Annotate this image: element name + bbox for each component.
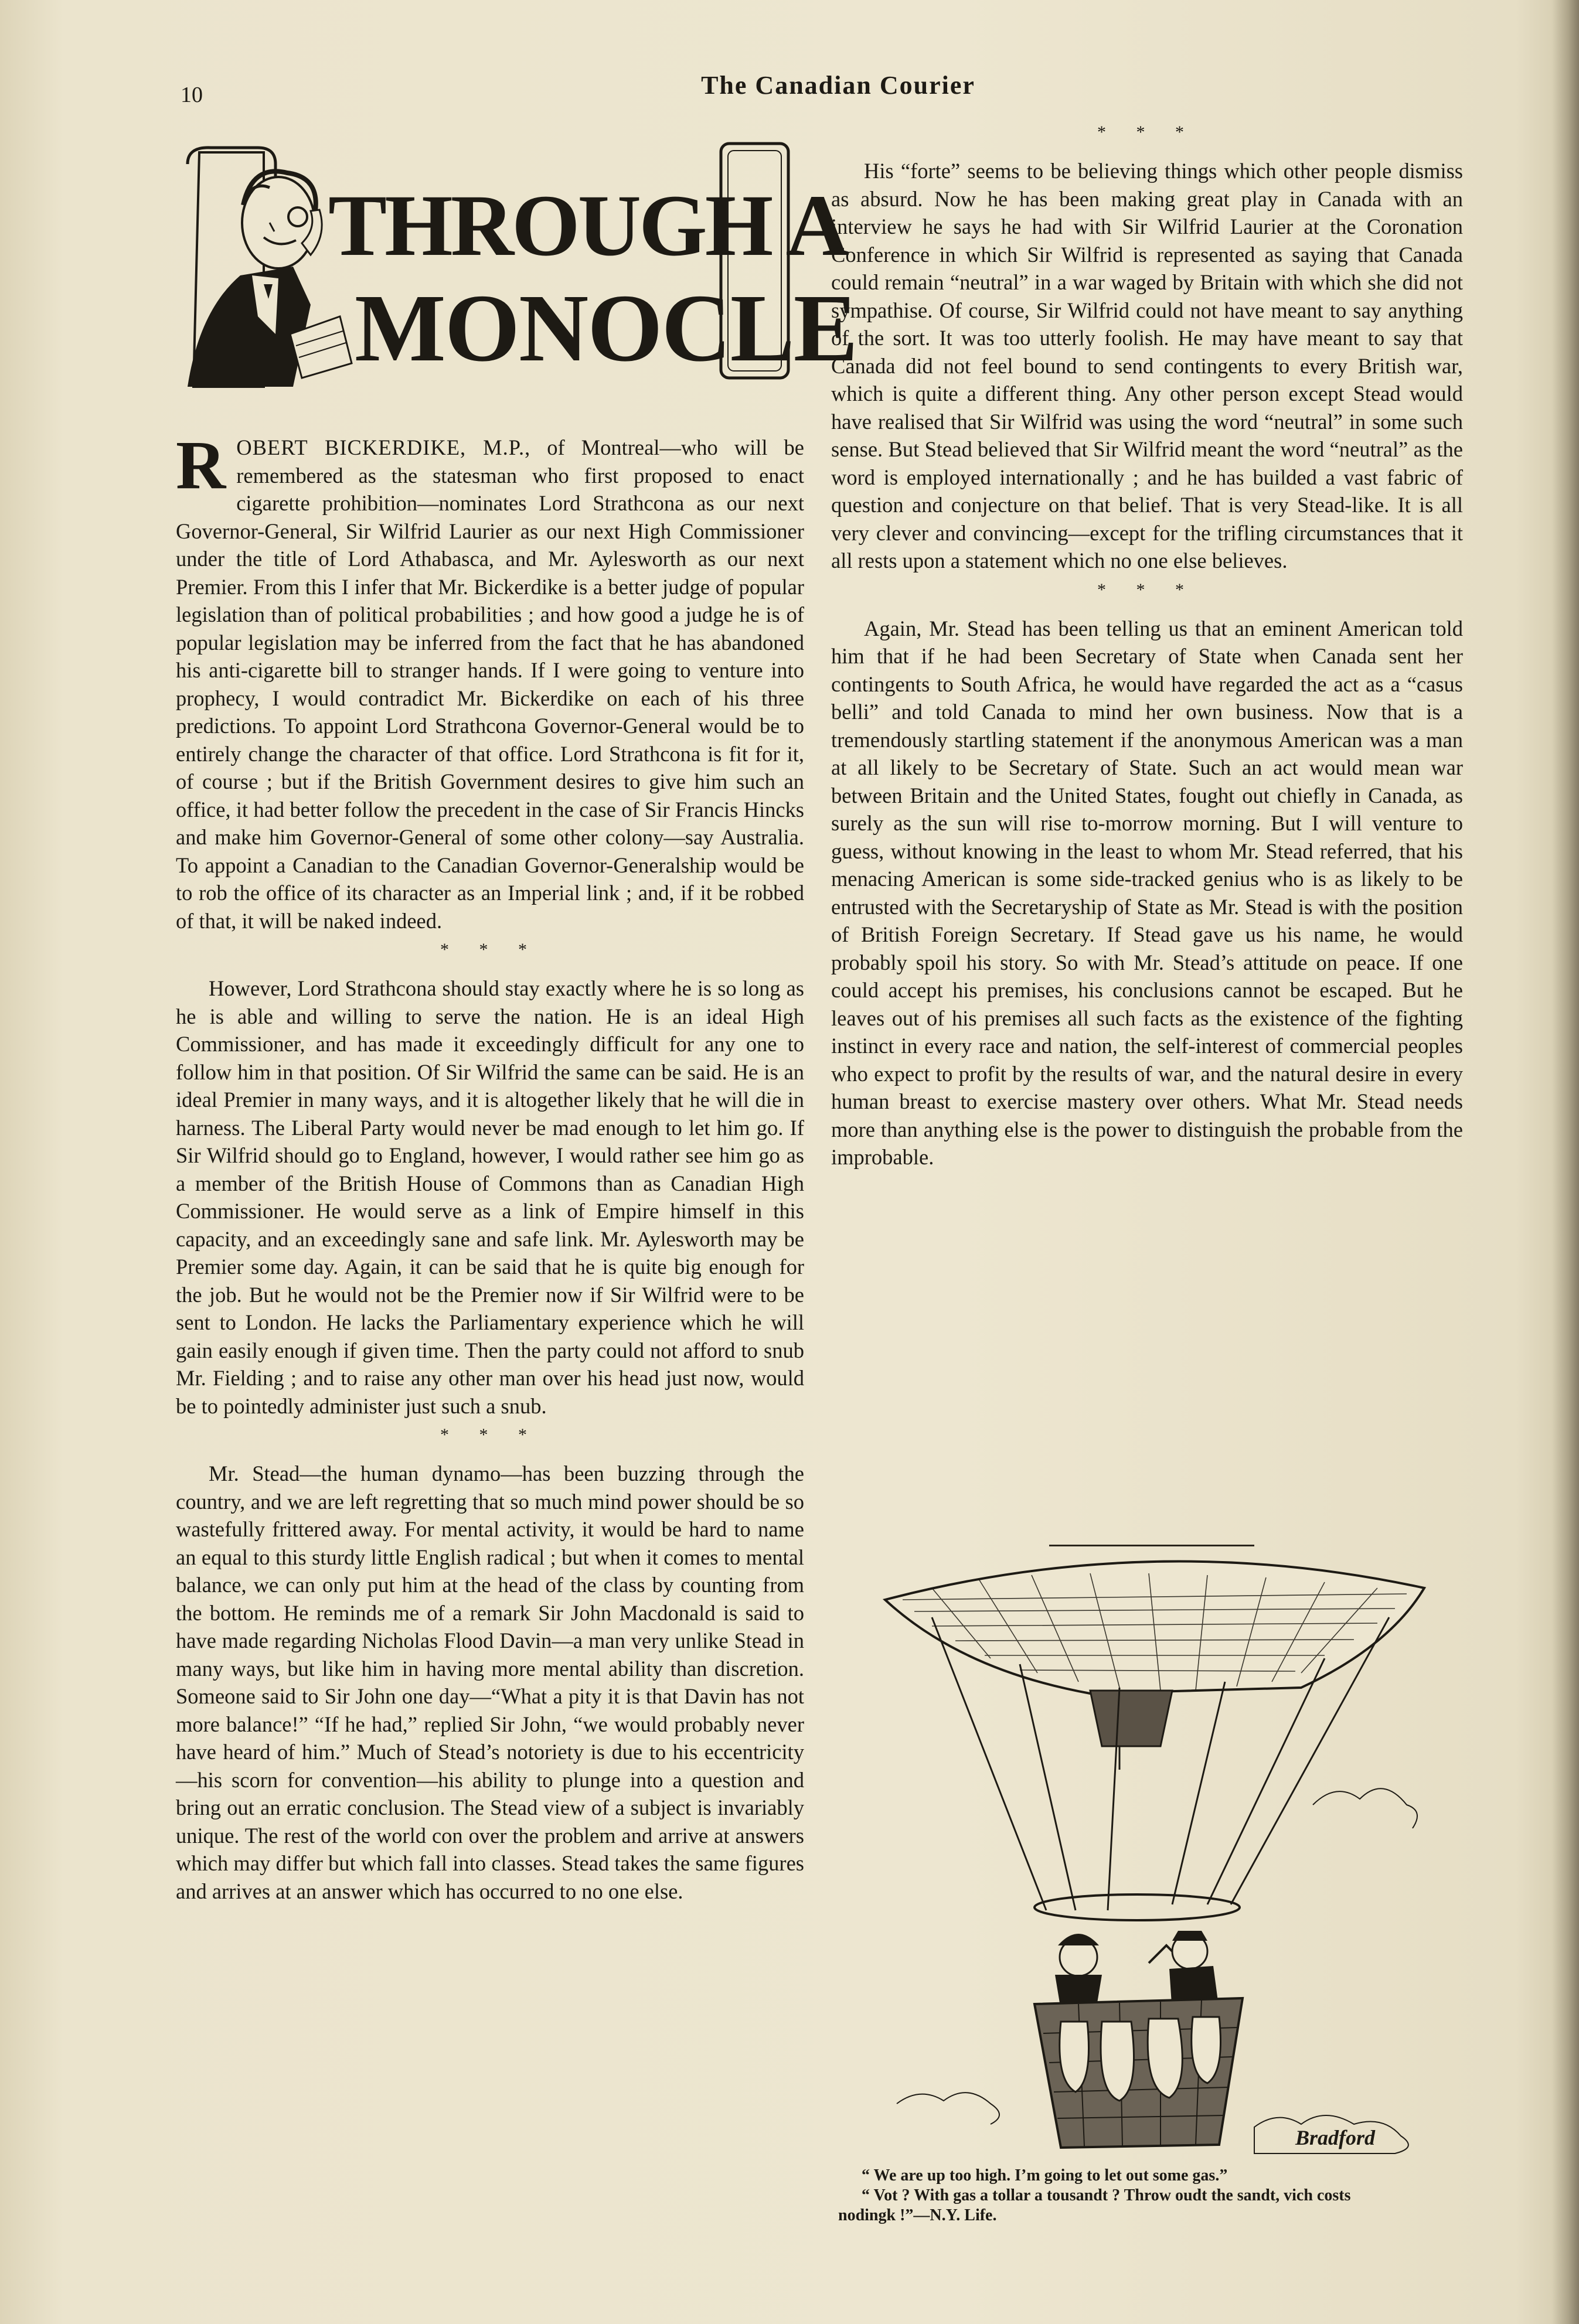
column-rule: [1049, 1545, 1254, 1546]
hot-air-balloon-cartoon: [844, 1553, 1465, 2168]
section-separator: * * *: [1097, 580, 1197, 599]
masthead-line2: MONOCLE: [355, 274, 857, 381]
page-number: 10: [181, 83, 203, 107]
masthead-line1: THROUGH A: [328, 177, 847, 274]
section-separator: * * *: [1097, 122, 1197, 142]
paragraph-1: [176, 427, 805, 935]
cartoon-caption: [838, 2166, 1477, 2226]
caption-line-2: “ Vot ? With gas a tollar a tousandt ? Throw oudt the sandt, vich costs: [862, 2186, 1351, 2204]
caption-line-3: nodingk !”—N.Y. Life.: [838, 2206, 997, 2224]
section-separator: * * *: [440, 1425, 540, 1444]
paragraph-2: However, Lord Strathcona should stay exactly where he is so long as he is able and willing to serve the nation. He is an ideal High Commissioner, and has made it exceedingly difficult for any one to follow him in that position. Of Sir Wilfrid the same can be said. He is an ideal Premier in many ways, and it is altogether likely that he will die in harness. The Liberal Party would never be mad enough to let him go. If Sir Wilfrid should go to England, however, I would rather see him go as a member of the British House of Commons than as Canadian High Commissioner. He would serve as a link of Empire himself in this capacity, and an exceedingly sane and safe link. Mr. Aylesworth may be Premier some day. Again, it can be said that he is quite big enough for the job. But he would not be the Premier now if Sir Wilfrid were to be sent to London. He lacks the Parliamentary experience which he will gain easily enough if given time. Then the party could not afford to snub Mr. Fielding ; and to raise any other man over his head just now, would be to pointedly administer just such a snub.: [176, 976, 804, 1418]
publication-title: The Canadian Courier: [701, 71, 975, 100]
balloon-cartoon: [844, 1553, 1465, 2168]
paragraph-1-text: of Montreal—who will be remembered as the statesman who first proposed to enact cigarette prohibition—nominates Lord Strathcona as our next Governor-General, Sir Wilfrid Laurier as our next High Commissioner under the title of Lord Athabasca, and Mr. Aylesworth as our next Premier. From this I infer that Mr. Bickerdike is a better judge of popular legislation than of political probabilities ; and how good a judge he is of popular legislation may be inferred from the fact that he has abandoned his anti-cigarette bill to stranger hands. If I were going to venture into prophecy, I would contradict Mr. Bickerdike on each of his three predictions. To appoint Lord Strathcona Governor-General would be to entirely change the character of that office. Lord Strathcona is fit for it, of course ; but if the British Government desires to give him such an office, it had better follow the precedent in the case of Sir Francis Hincks and make him Governor-General of some other colony—say Australia. To appoint a Canadian to the Canadian Governor-Generalship would be to rob the office of its character as an Imperial link ; and, if it be robbed of that, it will be naked indeed.: [176, 435, 805, 933]
binding-shadow: [1552, 0, 1579, 2324]
paragraph-5: Again, Mr. Stead has been telling us that an eminent American told him that if he had been Secretary of State when Canada sent her contingents to South Africa, he would have regarded the act as a “casus belli” and told Canada to mind her own business. Now that is a tremendously startling statement if the anonymous American was a man at all likely to be Secretary of State. Such an act would mean war between Britain and the United States, fought out chiefly in Canada, as surely as the sun will rise to-morrow morning. But I will venture to guess, without knowing in the least to whom Mr. Stead referred, that his menacing American is some side-tracked genius who is as likely to be entrusted with the Secretaryship of State as Mr. Stead is with the position of British Foreign Secretary. If Stead gave us his name, he would probably spoil his story. So with Mr. Stead’s attitude on peace. If one could accept his premises, his conclusions cannot be escaped. But he leaves out of his premises all such facts as the existence of the fighting instinct in every race and nation, the self-interest of commercial peoples who expect to profit by the results of war, and the natural desire in every human breast to exercise mastery over others. What Mr. Stead needs more than anything else is the power to distinguish the probable from the improbable.: [831, 616, 1463, 1169]
column-masthead: [176, 141, 857, 398]
left-column: [176, 427, 805, 1909]
right-column: [831, 121, 1463, 1175]
paragraph-3: Mr. Stead—the human dynamo—has been buzzing through the country, and we are left regretting that so much mind power should be so wastefully frittered away. For mental activity, it would be hard to name an equal to this sturdy little English radical ; but when it comes to mental balance, we can only put him at the head of the class by counting from the bottom. He reminds me of a remark Sir John Macdonald is said to have made regarding Nicholas Flood Davin—a man very unlike Stead in many ways, but like him in having more mental ability than discretion. Someone said to Sir John one day—“What a pity it is that Davin has not more balance!” “If he had,” replied Sir John, “we would probably never have heard of him.” Much of Stead’s notoriety is due to his eccentricity—his scorn for convention—his ability to plunge into a question and bring out an erratic conclusion. The Stead view of a subject is invariably unique. The rest of the world con over the problem and arrive at answers which may differ but which fall into classes. Stead takes the same figures and arrives at an answer which has occurred to no one else.: [176, 1461, 804, 1903]
artist-signature: Bradford: [1295, 2126, 1376, 2149]
caption-line-1: “ We are up too high. I’m going to let out some gas.”: [862, 2166, 1228, 2185]
lead-in: OBERT BICKERDIKE, M.P.,: [236, 435, 531, 459]
section-separator: * * *: [440, 940, 540, 959]
drop-cap: R: [176, 427, 226, 503]
monocle-gentleman-illustration: [176, 141, 857, 398]
paragraph-4: His “forte” seems to be believing things which other people dismiss as absurd. Now he has been making great play in Canada with an interview he says he had with Sir Wilfrid Laurier at the Coronation Conference in which Sir Wilfrid is represented as saying that Canada could remain “neutral” in a war waged by Britain with which she did not sympathise. Of course, Sir Wilfrid could not have meant to say anything of the sort. It was too utterly foolish. He may have meant to say that Canada did not feel bound to send contingents to every British war, which is quite a different thing. Any other person except Stead would have realised that Sir Wilfrid was using the word “neutral” in some such sense. But Stead believed that Sir Wilfrid meant the word “neutral” as the word is employed internationally ; and he has builded a vast fabric of question and conjecture on that belief. That is very Stead-like. It is all very clever and convincing—except for the trifling circumstances that it all rests upon a statement which no one else believes.: [831, 159, 1463, 573]
